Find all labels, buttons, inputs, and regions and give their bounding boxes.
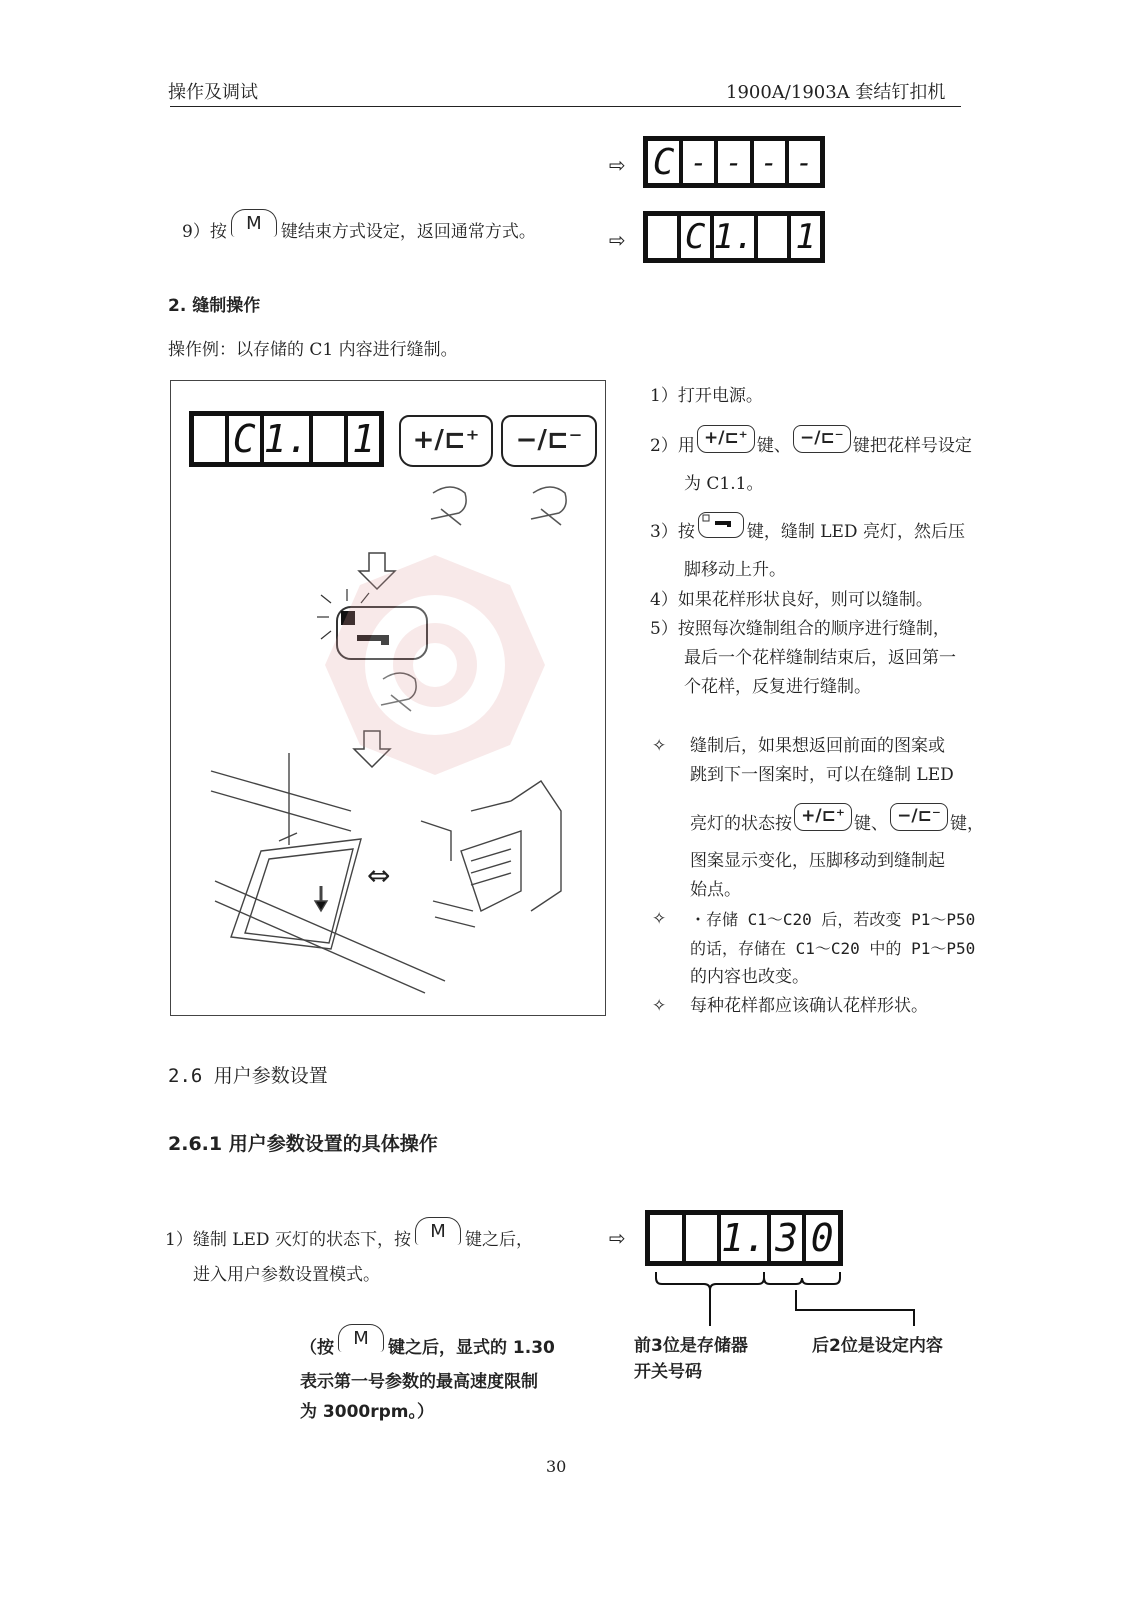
- step-text: 按: [677, 522, 695, 542]
- note1-line5: 始点。: [690, 880, 741, 900]
- led-cell: C: [648, 141, 679, 183]
- sewing-example: 操作例：以存储的 C1 内容进行缝制。: [168, 340, 458, 360]
- finger-icon: [431, 487, 466, 525]
- note1-line2: 跳到下一图案时，可以在缝制 LED: [690, 765, 954, 785]
- step-3-line2: 脚移动上升。: [684, 560, 786, 580]
- note-text: 键，: [950, 814, 984, 834]
- note1-line4: 图案显示变化，压脚移动到缝制起: [690, 851, 945, 871]
- step-2: [650, 427, 972, 461]
- arrow-icon: ⇨: [609, 153, 626, 177]
- m-key-button: M: [338, 1324, 384, 1352]
- led-cell: 1: [348, 416, 379, 462]
- plus-key-button: +/⊏⁺: [697, 425, 755, 453]
- user-note-line2: 表示第一号参数的最高速度限制: [300, 1372, 538, 1392]
- user-note-line1: [300, 1328, 555, 1362]
- note2-line3: 的内容也改变。: [690, 967, 809, 987]
- step-number: 3）: [650, 522, 678, 542]
- step-text: 打开电源。: [677, 386, 763, 406]
- plus-key-button: +/⊏⁺: [794, 803, 852, 831]
- led-cell: 0: [806, 1215, 838, 1261]
- led-cell: -: [754, 141, 785, 183]
- note2-line1: ・存储 C1～C20 后，若改变 P1～P50: [690, 910, 976, 929]
- step-1: [650, 382, 763, 411]
- step9-line: [182, 212, 536, 247]
- led-cell: 1.: [721, 1216, 767, 1260]
- swap-arrow-icon: ⇔: [367, 859, 391, 892]
- finger-icon: [531, 487, 566, 525]
- step-text: 用: [677, 436, 695, 456]
- step-5: [650, 615, 950, 644]
- step-number: 2）: [650, 436, 678, 456]
- led-cell: 1.: [713, 217, 755, 257]
- step-text: 键把花样号设定: [852, 436, 972, 456]
- subsection-heading: 2.6.1 用户参数设置的具体操作: [168, 1133, 438, 1155]
- step-text: 键之后，: [464, 1230, 533, 1250]
- led-cell: -: [789, 141, 820, 183]
- led-cell: [686, 1215, 718, 1261]
- led-cell: [650, 1215, 682, 1261]
- note-text: 键、: [854, 814, 888, 834]
- step-text: 1）缝制 LED 灭灯的状态下，按: [165, 1230, 411, 1250]
- step-2-line2: 为 C1.1。: [684, 474, 764, 494]
- watermark-logo-icon: [320, 550, 550, 780]
- step-number: 4）: [650, 590, 678, 610]
- led-cell: [648, 216, 677, 258]
- led-cell: -: [683, 141, 714, 183]
- led-cell: -: [718, 141, 749, 183]
- note-bullet-icon: ✧: [652, 909, 667, 929]
- page-number: 30: [546, 1457, 567, 1476]
- label-left-line1: 前3位是存储器: [634, 1336, 748, 1356]
- user-param-led-display: [645, 1210, 843, 1266]
- note1-line3: [690, 805, 984, 839]
- step9-prefix: 9）按: [182, 222, 227, 242]
- header-right: 1900A/1903A 套结钉扣机: [726, 82, 946, 103]
- user-step1-line2: 进入用户参数设置模式。: [193, 1265, 380, 1285]
- step9-suffix: 键结束方式设定，返回通常方式。: [280, 222, 536, 242]
- section-heading-sewing: 2. 缝制操作: [168, 296, 261, 316]
- minus-key-button: −/⊏⁻: [501, 415, 597, 467]
- step-text: 键、: [756, 436, 791, 456]
- led-cell: 3: [771, 1215, 803, 1261]
- plus-key-button: +/⊏⁺: [399, 415, 493, 467]
- arrow-icon: ⇨: [609, 1226, 626, 1250]
- led-cell: 1: [791, 216, 820, 258]
- step-text: 键，缝制 LED 亮灯，然后压: [746, 522, 965, 542]
- section-heading-user-params: 2.6 用户参数设置: [168, 1065, 328, 1087]
- step-4: [650, 586, 933, 615]
- step-number: 1）: [650, 386, 678, 406]
- header-left: 操作及调试: [168, 82, 258, 103]
- note2-line2: 的话，存储在 C1～C20 中的 P1～P50: [690, 939, 976, 958]
- step-5-line3: 个花样，反复进行缝制。: [684, 677, 871, 697]
- minus-key-button: −/⊏⁻: [890, 803, 948, 831]
- arrow-icon: ⇨: [609, 228, 626, 252]
- note-bullet-icon: ✧: [652, 736, 667, 756]
- led-cell: 1.: [263, 417, 310, 461]
- user-note-line3: 为 3000rpm。）: [300, 1402, 434, 1422]
- presser-foot-illustration: [421, 781, 561, 927]
- step-number: 5）: [650, 619, 678, 639]
- note-text: （按: [300, 1338, 334, 1358]
- led-cell: [758, 216, 787, 258]
- minus-key-button: −/⊏⁻: [793, 425, 851, 453]
- step-text: 按照每次缝制组合的顺序进行缝制，: [677, 619, 950, 639]
- pedal-illustration: [211, 753, 445, 993]
- note-text: 亮灯的状态按: [690, 814, 792, 834]
- note-text: 键之后，显式的 1.30: [388, 1338, 555, 1358]
- sewing-start-key-icon: [698, 512, 744, 538]
- step-3: [650, 518, 965, 547]
- led-display-1: [643, 136, 825, 188]
- step-5-line2: 最后一个花样缝制结束后，返回第一: [684, 648, 956, 668]
- user-step1-line1: [165, 1220, 533, 1255]
- note3: 每种花样都应该确认花样形状。: [690, 996, 928, 1016]
- label-right: 后2位是设定内容: [812, 1336, 943, 1356]
- note1-line1: 缝制后，如果想返回前面的图案或: [690, 736, 945, 756]
- led-display-2: [643, 211, 825, 263]
- step-text: 如果花样形状良好，则可以缝制。: [677, 590, 933, 610]
- m-key-button: M: [415, 1217, 461, 1245]
- label-left-line2: 开关号码: [634, 1362, 702, 1382]
- led-cell: C: [229, 416, 260, 462]
- note-bullet-icon: ✧: [652, 996, 667, 1016]
- led-cell: C: [681, 216, 710, 258]
- header-rule: [170, 106, 961, 107]
- bracket-lines: [650, 1268, 930, 1338]
- m-key-button: M: [231, 209, 277, 237]
